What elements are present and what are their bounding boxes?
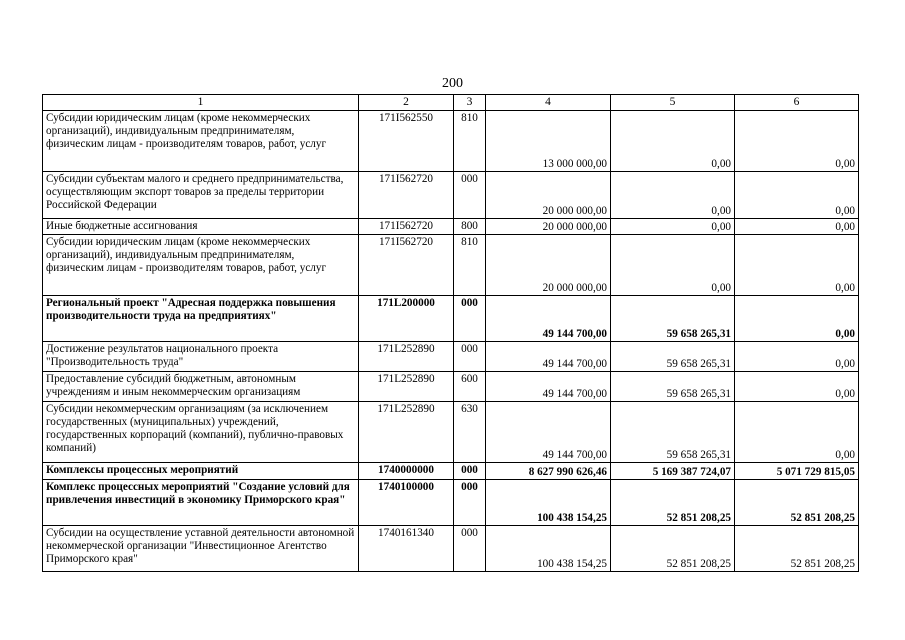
budget-table: [42, 94, 859, 572]
item-name: Субсидии юридическим лицам (кроме некоммерческих организаций), индивидуальным предпринимателям, физическим лицам - производителям товаров, работ, услуг: [43, 111, 359, 172]
column-header: 6: [735, 95, 859, 111]
item-name: Комплексы процессных мероприятий: [43, 463, 359, 480]
table-row: [43, 372, 859, 402]
item-code: 171I562720: [359, 219, 454, 235]
amount-col5: 59 658 265,31: [611, 296, 735, 342]
expense-type: 000: [454, 172, 486, 219]
table-row: [43, 111, 859, 172]
amount-col4: 49 144 700,00: [486, 296, 611, 342]
item-code: 171L252890: [359, 342, 454, 372]
item-name: Региональный проект "Адресная поддержка повышения производительности труда на предприятиях": [43, 296, 359, 342]
item-name: Достижение результатов национального проекта "Производительность труда": [43, 342, 359, 372]
amount-col6: 0,00: [735, 219, 859, 235]
amount-col5: 0,00: [611, 219, 735, 235]
item-code: 1740000000: [359, 463, 454, 480]
expense-type: 630: [454, 402, 486, 463]
expense-type: 000: [454, 463, 486, 480]
expense-type: 810: [454, 111, 486, 172]
amount-col4: 20 000 000,00: [486, 235, 611, 296]
amount-col5: 52 851 208,25: [611, 480, 735, 526]
amount-col6: 0,00: [735, 111, 859, 172]
amount-col4: 20 000 000,00: [486, 172, 611, 219]
amount-col4: 100 438 154,25: [486, 526, 611, 572]
amount-col6: 0,00: [735, 342, 859, 372]
amount-col6: 52 851 208,25: [735, 526, 859, 572]
amount-col5: 5 169 387 724,07: [611, 463, 735, 480]
amount-col4: 49 144 700,00: [486, 372, 611, 402]
expense-type: 000: [454, 342, 486, 372]
table-row: [43, 235, 859, 296]
item-code: 171I562550: [359, 111, 454, 172]
table-row: [43, 342, 859, 372]
amount-col6: 0,00: [735, 172, 859, 219]
amount-col4: 8 627 990 626,46: [486, 463, 611, 480]
amount-col4: 49 144 700,00: [486, 342, 611, 372]
amount-col5: 0,00: [611, 172, 735, 219]
amount-col4: 13 000 000,00: [486, 111, 611, 172]
table-row: [43, 463, 859, 480]
column-header: 2: [359, 95, 454, 111]
table-row: [43, 402, 859, 463]
item-code: 171L252890: [359, 372, 454, 402]
amount-col4: 49 144 700,00: [486, 402, 611, 463]
amount-col5: 59 658 265,31: [611, 372, 735, 402]
item-name: Предоставление субсидий бюджетным, автономным учреждениям и иным некоммерческим организациям: [43, 372, 359, 402]
amount-col5: 59 658 265,31: [611, 402, 735, 463]
column-header: 4: [486, 95, 611, 111]
amount-col4: 20 000 000,00: [486, 219, 611, 235]
amount-col5: 59 658 265,31: [611, 342, 735, 372]
item-code: 171L200000: [359, 296, 454, 342]
item-name: Субсидии субъектам малого и среднего предпринимательства, осуществляющим экспорт товаров за пределы территории Российской Федерации: [43, 172, 359, 219]
column-header: 3: [454, 95, 486, 111]
amount-col4: 100 438 154,25: [486, 480, 611, 526]
table-header-row: [43, 95, 859, 111]
table-row: [43, 480, 859, 526]
expense-type: 000: [454, 526, 486, 572]
amount-col6: 0,00: [735, 402, 859, 463]
amount-col6: 0,00: [735, 372, 859, 402]
item-name: Субсидии на осуществление уставной деятельности автономной некоммерческой организации "Инвестиционное Агентство Приморского края": [43, 526, 359, 572]
amount-col6: 0,00: [735, 296, 859, 342]
item-name: Комплекс процессных мероприятий "Создание условий для привлечения инвестиций в экономику Приморского края": [43, 480, 359, 526]
item-code: 171L252890: [359, 402, 454, 463]
expense-type: 810: [454, 235, 486, 296]
expense-type: 000: [454, 296, 486, 342]
item-name: Иные бюджетные ассигнования: [43, 219, 359, 235]
amount-col5: 0,00: [611, 235, 735, 296]
column-header: 1: [43, 95, 359, 111]
expense-type: 000: [454, 480, 486, 526]
item-code: 171I562720: [359, 172, 454, 219]
item-name: Субсидии юридическим лицам (кроме некоммерческих организаций), индивидуальным предпринимателям, физическим лицам - производителям товаров, работ, услуг: [43, 235, 359, 296]
item-code: 1740100000: [359, 480, 454, 526]
table-row: [43, 219, 859, 235]
amount-col5: 0,00: [611, 111, 735, 172]
amount-col6: 0,00: [735, 235, 859, 296]
table-row: [43, 526, 859, 572]
expense-type: 800: [454, 219, 486, 235]
item-name: Субсидии некоммерческим организациям (за исключением государственных (муниципальных) учреждений, государственных корпораций (компаний), публично-правовых компаний): [43, 402, 359, 463]
amount-col6: 52 851 208,25: [735, 480, 859, 526]
amount-col6: 5 071 729 815,05: [735, 463, 859, 480]
page-number: 200: [442, 76, 463, 91]
expense-type: 600: [454, 372, 486, 402]
table-row: [43, 296, 859, 342]
column-header: 5: [611, 95, 735, 111]
amount-col5: 52 851 208,25: [611, 526, 735, 572]
item-code: 1740161340: [359, 526, 454, 572]
table-row: [43, 172, 859, 219]
item-code: 171I562720: [359, 235, 454, 296]
